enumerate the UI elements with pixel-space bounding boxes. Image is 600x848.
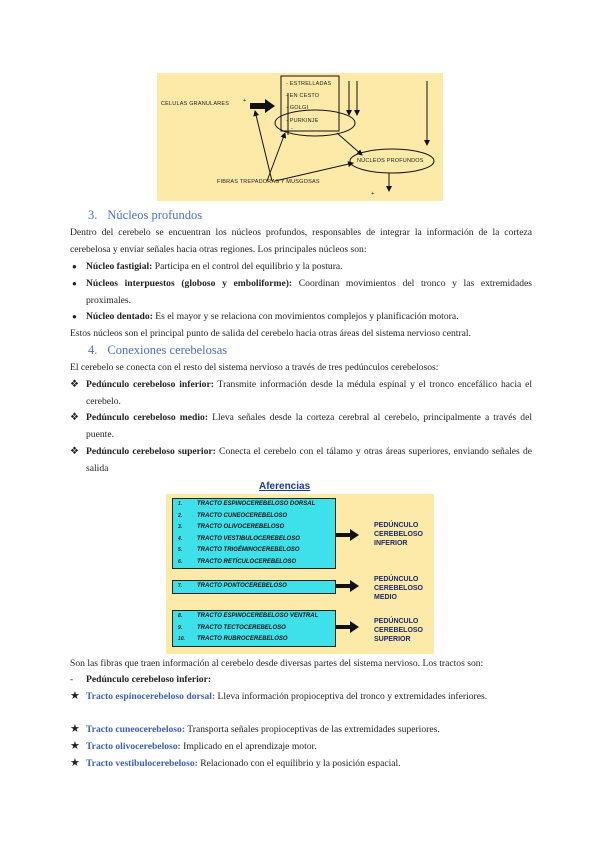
list-item xyxy=(70,377,532,410)
section-3-title: Núcleos profundos xyxy=(107,208,203,222)
list-item xyxy=(70,689,532,706)
item-term: Tracto vestibulocerebeloso: xyxy=(86,758,198,769)
item-text: Transporta señales propioceptivas de las extremidades superiores. xyxy=(185,724,440,735)
tract-number: 1. xyxy=(178,501,183,507)
peduncle-inferior xyxy=(360,518,430,552)
tract-name: TRACTO CUNEOCEREBELOSO xyxy=(197,512,288,519)
tract-name: TRACTO TRIGÉMINOCEREBELOSO xyxy=(197,547,300,553)
arrow-right-icon xyxy=(336,580,359,592)
label-plus-left: + xyxy=(243,98,247,104)
diamond-bullet-icon: ❖ xyxy=(70,412,79,423)
cerebellum-circuit-diagram xyxy=(157,73,443,201)
diamond-bullet-icon: ❖ xyxy=(70,446,79,457)
list-item xyxy=(86,309,532,326)
item-term: Tracto cuneocerebeloso: xyxy=(86,724,186,735)
list-item xyxy=(86,276,532,309)
label-minus: - xyxy=(291,126,294,132)
section-3-outro: Estos núcleos son el principal punto de salida del cerebelo hacia otras áreas del sistema nervioso central. xyxy=(70,328,471,339)
star-icon: ★ xyxy=(70,690,80,702)
list-item xyxy=(70,444,532,477)
item-term: Pedúnculo cerebeloso superior: xyxy=(86,446,216,457)
peduncle-line: CEREBELOSO xyxy=(374,627,424,634)
item-term: Tracto olivocerebeloso: xyxy=(86,741,181,752)
peduncle-line: CEREBELOSO xyxy=(374,585,424,592)
fibras-subheading xyxy=(70,672,532,689)
peduncle-line: PEDÚNCULO xyxy=(374,618,419,625)
aferencias-title: Aferencias xyxy=(259,481,311,492)
diamond-bullet-icon: ❖ xyxy=(70,379,79,390)
aferencias-figure xyxy=(166,494,434,654)
item-text: Transmite información desde la médula espinal y el tronco encefálico hacia el cerebelo. xyxy=(86,379,532,407)
peduncle-superior xyxy=(360,614,430,648)
item-text: Es el mayor y se relaciona con movimientos complejos y planificación motora. xyxy=(152,311,459,322)
section-3-heading xyxy=(88,208,202,223)
label-estrelladas: - ESTRELLADAS xyxy=(286,81,332,87)
star-icon: ★ xyxy=(70,723,80,735)
peduncle-line: MEDIO xyxy=(374,594,397,601)
item-text: Participa en el control del equilibrio y la postura. xyxy=(152,261,343,272)
item-term: Pedúnculo cerebeloso medio: xyxy=(86,412,209,423)
bullet-dot-icon xyxy=(72,276,77,293)
label-nucleos-profundos: NÚCLEOS PROFUNDOS xyxy=(357,158,424,164)
label-plus-out: + xyxy=(371,191,375,197)
tract-name: TRACTO TECTOCEREBELOSO xyxy=(197,624,286,631)
label-celulas-granulares: CELULAS GRANULARES xyxy=(161,101,230,107)
dash-marker: - xyxy=(70,674,74,685)
item-term: Núcleo fastigial: xyxy=(86,261,153,272)
list-item xyxy=(70,722,532,739)
peduncle-medio xyxy=(360,572,430,606)
item-text: Relacionado con el equilibrio y la posición espacial. xyxy=(197,758,401,769)
tract-name: TRACTO OLIVOCEREBELOSO xyxy=(197,524,285,530)
star-icon: ★ xyxy=(70,740,80,752)
tract-number: 5. xyxy=(178,547,183,553)
list-item xyxy=(70,410,532,443)
arrow-right-icon xyxy=(336,529,359,541)
bullet-dot-icon xyxy=(72,309,77,326)
section-4-heading xyxy=(88,343,227,358)
item-text: Conecta el cerebelo con el tálamo y otras áreas superiores, enviando señales de salida xyxy=(86,446,532,474)
tract-number: 3. xyxy=(178,524,183,530)
item-text: Lleva señales desde la corteza cerebral al cerebelo, principalmente a través del puente. xyxy=(86,412,532,440)
item-text: Coordinan movimientos del tronco y las extremidades proximales. xyxy=(86,278,532,306)
tract-name: TRACTO ESPINOCEREBELOSO VENTRAL xyxy=(197,613,319,619)
section-3-intro: Dentro del cerebelo se encuentran los núcleos profundos, responsables de integrar la información de la corteza cerebelosa y enviar señales hacia otras regiones. Los principales núcleos son: xyxy=(70,227,532,255)
tract-number: 4. xyxy=(178,535,183,542)
item-term: Núcleo dentado: xyxy=(86,311,153,322)
tract-number: 8. xyxy=(178,613,183,619)
item-text: Implicado en el aprendizaje motor. xyxy=(180,741,317,752)
list-item xyxy=(70,739,532,756)
label-purkinje: - PURKINJE xyxy=(286,118,319,124)
tract-name: TRACTO RETÍCULOCEREBELOSO xyxy=(197,558,297,565)
list-item xyxy=(70,756,532,773)
label-fibras: FIBRAS TREPADORAS Y MUSGOSAS xyxy=(217,179,320,185)
section-4-number: 4. xyxy=(88,343,98,357)
tract-number: 10. xyxy=(178,636,185,642)
peduncle-line: INFERIOR xyxy=(374,540,408,547)
item-term: Tracto espinocerebeloso dorsal: xyxy=(86,691,216,702)
tract-name: TRACTO RUBROCEREBELOSO xyxy=(197,636,288,642)
peduncle-line: SUPERIOR xyxy=(374,636,411,643)
tract-name: TRACTO ESPINOCEREBELOSO DORSAL xyxy=(197,501,316,507)
tract-name: TRACTO PONTOCEREBELOSO xyxy=(197,583,287,589)
section-3-number: 3. xyxy=(88,208,98,222)
subheading-text: Pedúnculo cerebeloso inferior: xyxy=(86,674,212,685)
label-en-cesto: - EN CESTO xyxy=(286,93,320,99)
section-4-title: Conexiones cerebelosas xyxy=(107,343,228,357)
peduncle-line: CEREBELOSO xyxy=(374,531,424,538)
item-term: Pedúnculo cerebeloso inferior: xyxy=(86,379,214,390)
peduncle-line: PEDÚNCULO xyxy=(374,522,419,529)
tract-number: 6. xyxy=(178,558,183,565)
bullet-dot-icon xyxy=(72,259,77,276)
label-golgi: - GOLGI xyxy=(286,105,309,111)
item-text: Lleva información propioceptiva del tronco y extremidades inferiores. xyxy=(215,691,488,702)
tract-number: 2. xyxy=(178,512,183,519)
fibras-intro: Son las fibras que traen información al cerebelo desde diversas partes del sistema nervioso. Los tractos son: xyxy=(70,658,484,669)
item-term: Núcleos interpuestos (globoso y emboliforme): xyxy=(86,278,293,289)
section-4-intro: El cerebelo se conecta con el resto del sistema nervioso a través de tres pedúnculos cerebelosos: xyxy=(70,362,439,373)
tract-number: 7. xyxy=(178,583,183,589)
tract-number: 9. xyxy=(178,624,183,631)
tract-name: TRACTO VESTIBULOCEREBELOSO xyxy=(197,535,300,542)
list-item xyxy=(86,259,532,276)
star-icon: ★ xyxy=(70,757,80,769)
peduncle-line: PEDÚNCULO xyxy=(374,576,419,583)
arrow-right-icon xyxy=(336,621,359,633)
